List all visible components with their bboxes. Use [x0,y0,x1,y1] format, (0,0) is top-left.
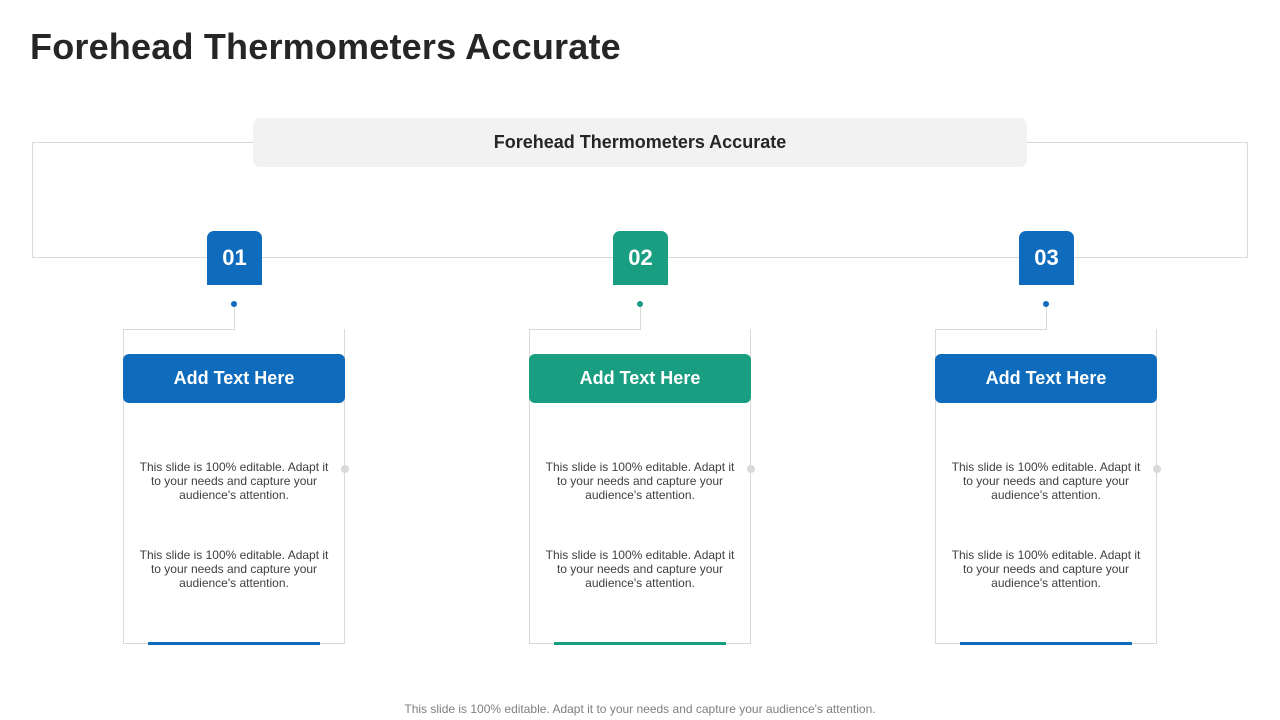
card-text: This slide is 100% editable. Adapt it to your needs and capture your audience's attention. [545,460,735,502]
connector-line [640,307,641,330]
card-text: This slide is 100% editable. Adapt it to your needs and capture your audience's attention. [951,548,1141,590]
step-badge-3 [1019,231,1074,285]
card-bottom-bar [554,642,726,645]
step-number: 02 [628,245,653,270]
card-header-label: Add Text Here [985,368,1107,388]
card-text: This slide is 100% editable. Adapt it to your needs and capture your audience's attention. [545,548,735,590]
step-badge-1 [207,231,262,285]
card-text: This slide is 100% editable. Adapt it to your needs and capture your audience's attention. [139,548,329,590]
center-label: Forehead Thermometers Accurate [493,132,787,152]
side-dot [747,465,755,473]
card-header-1 [123,354,345,403]
side-dot [341,465,349,473]
step-badge-2 [613,231,668,285]
card-bottom-bar [960,642,1132,645]
side-dot [1153,465,1161,473]
card-header-label: Add Text Here [579,368,701,388]
step-number: 03 [1034,245,1059,270]
card-text: This slide is 100% editable. Adapt it to your needs and capture your audience's attention. [951,460,1141,502]
connector-line [234,307,235,330]
card-header-label: Add Text Here [173,368,295,388]
step-number: 01 [222,245,247,270]
card-header-3 [935,354,1157,403]
card-text: This slide is 100% editable. Adapt it to your needs and capture your audience's attention. [139,460,329,502]
slide-title: Forehead Thermometers Accurate [30,26,621,67]
connector-line [1046,307,1047,330]
card-bottom-bar [148,642,320,645]
center-label-box [253,118,1027,167]
footer-note: This slide is 100% editable. Adapt it to your needs and capture your audience's attention. [404,702,876,716]
card-header-2 [529,354,751,403]
